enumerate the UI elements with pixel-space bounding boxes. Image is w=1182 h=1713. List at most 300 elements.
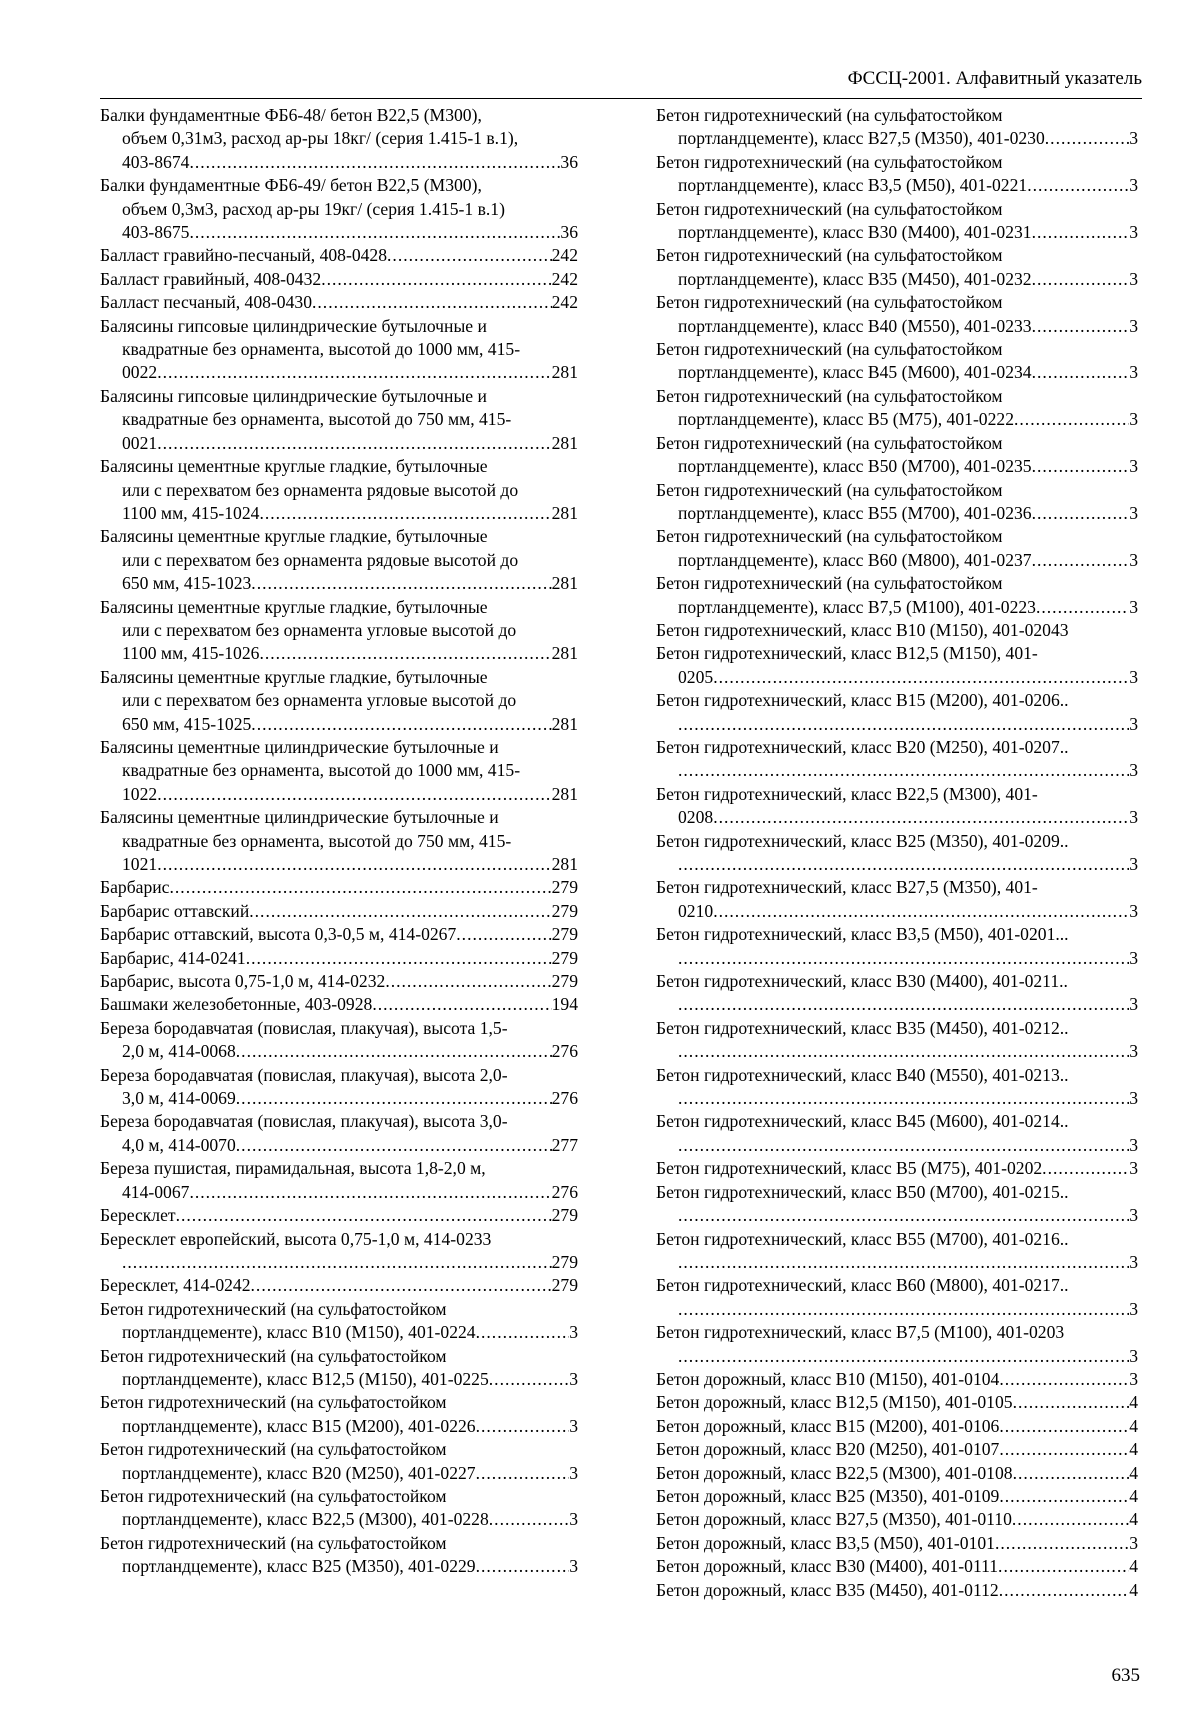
index-entry-text: Балясины цементные цилиндрические бутылочные и	[100, 807, 499, 828]
index-entry-text: портландцементе), класс B7,5 (M100), 401-0223	[678, 596, 1036, 617]
index-entry-text: Бетон гидротехнический (на сульфатостойком	[656, 479, 1003, 500]
index-page-ref: 3	[1129, 1345, 1138, 1366]
index-entry-text: Балясины гипсовые цилиндрические бутылочные и	[100, 315, 487, 336]
index-page-ref: 3	[1129, 175, 1138, 196]
dot-leader	[189, 151, 560, 174]
index-entry	[656, 1508, 1138, 1531]
index-entry	[656, 689, 1138, 736]
dot-leader	[259, 642, 551, 665]
index-entry-text: Бересклет европейский, высота 0,75-1,0 м, 414-0233	[100, 1228, 492, 1249]
index-page-ref: 4	[1129, 1439, 1138, 1460]
dot-leader	[157, 853, 551, 876]
index-entry-text: Бетон дорожный, класс B15 (M200), 401-0106	[656, 1415, 1000, 1436]
dot-leader	[251, 1274, 552, 1297]
index-entry-leader-line	[100, 876, 578, 899]
index-entry-leader-line	[656, 408, 1138, 431]
index-page-ref: 279	[551, 924, 578, 945]
index-entry-text: Бетон дорожный, класс B3,5 (M50), 401-0101	[656, 1532, 995, 1553]
index-entry	[656, 1485, 1138, 1508]
index-page-ref: 3	[1129, 128, 1138, 149]
index-entry-leader-line	[656, 361, 1138, 384]
index-entry-text: портландцементе), класс B10 (M150), 401-0224	[122, 1322, 476, 1343]
index-entry	[656, 642, 1138, 689]
index-entry	[100, 947, 578, 970]
index-entry-leader-line	[100, 1251, 578, 1274]
dot-leader	[476, 1321, 570, 1344]
index-entry	[656, 1228, 1138, 1275]
index-page-ref: 3	[1129, 268, 1138, 289]
index-entry-text: Бетон гидротехнический, класс B3,5 (M50), 401-0201...	[656, 924, 1069, 945]
index-entry-text: Бетон гидротехнический (на сульфатостойком	[656, 151, 1003, 172]
index-entry-text: 403-8675	[122, 222, 190, 243]
index-page-ref: 4	[1129, 1509, 1138, 1530]
index-entry-text: 650 мм, 415-1023	[122, 573, 252, 594]
index-entry-leader-line	[100, 361, 578, 384]
index-entry-leader-line	[656, 1391, 1138, 1414]
dot-leader	[678, 1087, 1129, 1110]
index-page-ref: 3	[1129, 315, 1138, 336]
dot-leader	[1032, 221, 1130, 244]
index-entry-leader-line	[100, 970, 578, 993]
index-entry-text: Бетон дорожный, класс B12,5 (M150), 401-0105	[656, 1392, 1013, 1413]
index-entry-leader-line	[100, 151, 578, 174]
index-entry-leader-line	[100, 221, 578, 244]
index-entry-text: Береза пушистая, пирамидальная, высота 1,8-2,0 м,	[100, 1158, 486, 1179]
index-page-ref: 276	[551, 1041, 578, 1062]
index-entry-leader-line	[656, 806, 1138, 829]
index-entry-text: портландцементе), класс B5 (M75), 401-0222	[678, 409, 1014, 430]
index-page-ref: 3	[569, 1415, 578, 1436]
index-page-ref: 4	[1129, 1392, 1138, 1413]
index-entry-leader-line	[100, 1555, 578, 1578]
index-entry	[100, 993, 578, 1016]
index-entry	[656, 1274, 1138, 1321]
index-entry-leader-line	[656, 993, 1138, 1016]
index-entry-leader-line	[656, 315, 1138, 338]
index-entry	[100, 736, 578, 806]
index-entry	[100, 1064, 578, 1111]
index-entry-leader-line	[100, 502, 578, 525]
index-entry	[100, 268, 578, 291]
index-entry	[100, 291, 578, 314]
dot-leader	[321, 268, 551, 291]
dot-leader	[1042, 1157, 1129, 1180]
dot-leader	[1032, 502, 1130, 525]
index-entry-text: Бетон гидротехнический, класс B55 (M700), 401-0216..	[656, 1228, 1069, 1249]
index-entry	[100, 525, 578, 595]
index-entry-leader-line	[100, 1368, 578, 1391]
index-entry	[656, 1462, 1138, 1485]
index-entry-text: Бетон гидротехнический, класс B45 (M600), 401-0214..	[656, 1111, 1069, 1132]
index-page-ref: 3	[1129, 1532, 1138, 1553]
page-number: 635	[1111, 1665, 1140, 1686]
index-entry-text: Бетон гидротехнический, класс B12,5 (M150), 401-	[656, 643, 1038, 664]
index-entry-text: Бетон гидротехнический (на сульфатостойком	[656, 292, 1003, 313]
index-entry-leader-line	[100, 1462, 578, 1485]
index-entry-leader-line	[100, 268, 578, 291]
index-entry-text: Балясины гипсовые цилиндрические бутылочные и	[100, 385, 487, 406]
index-entry-text: 403-8674	[122, 151, 190, 172]
index-entry-text: 0208	[678, 807, 714, 828]
index-page-ref: 4	[1129, 1556, 1138, 1577]
index-entry-text: Барбарис, 414-0241	[100, 947, 246, 968]
dot-leader	[999, 1485, 1129, 1508]
index-entry-text: Барбарис, высота 0,75-1,0 м, 414-0232	[100, 971, 386, 992]
dot-leader	[1032, 361, 1130, 384]
index-entry	[656, 151, 1138, 198]
index-entry-leader-line	[656, 221, 1138, 244]
index-entry	[656, 1438, 1138, 1461]
index-page-ref: 3	[569, 1368, 578, 1389]
index-entry-leader-line	[100, 947, 578, 970]
index-entry-text: Бетон гидротехнический, класс B20 (M250), 401-0207..	[656, 736, 1069, 757]
dot-leader	[157, 361, 551, 384]
dot-leader	[678, 1251, 1129, 1274]
index-page-ref: 3	[569, 1556, 578, 1577]
index-entry	[100, 1017, 578, 1064]
index-page-ref: 281	[551, 502, 578, 523]
index-entry-leader-line	[100, 1087, 578, 1110]
index-entry	[656, 1368, 1138, 1391]
index-entry-text: Барбарис оттавский	[100, 900, 250, 921]
index-page-ref: 3	[1129, 854, 1138, 874]
index-entry-leader-line	[656, 1438, 1138, 1461]
index-entry	[100, 876, 578, 899]
index-column-left	[100, 104, 578, 1579]
index-entry-text: портландцементе), класс B25 (M350), 401-0229	[122, 1556, 476, 1577]
index-entry-text: или с перехватом без орнамента рядовые высотой до	[122, 549, 519, 570]
index-entry-text: Бетон гидротехнический (на сульфатостойком	[100, 1392, 447, 1413]
dot-leader	[456, 923, 551, 946]
dot-leader	[236, 1087, 552, 1110]
index-entry-leader-line	[656, 127, 1138, 150]
index-entry-leader-line	[656, 1298, 1138, 1321]
index-entry-text: 650 мм, 415-1025	[122, 713, 252, 734]
index-entry-leader-line	[656, 1345, 1138, 1368]
index-page-ref: 279	[551, 1275, 578, 1296]
dot-leader	[489, 1368, 569, 1391]
index-entry-text: Бетон дорожный, класс B35 (M450), 401-0112	[656, 1579, 999, 1600]
index-entry-text: Балясины цементные круглые гладкие, бутылочные	[100, 456, 488, 477]
index-entry-text: Бетон гидротехнический, класс B5 (M75), 401-0202	[656, 1158, 1043, 1179]
index-entry-leader-line	[100, 900, 578, 923]
index-entry-text: Бетон гидротехнический, класс B15 (M200), 401-0206..	[656, 690, 1069, 711]
dot-leader	[1036, 596, 1129, 619]
index-page-ref: 36	[560, 222, 578, 243]
dot-leader	[189, 221, 560, 244]
index-entry-leader-line	[100, 1181, 578, 1204]
index-entry	[656, 1415, 1138, 1438]
index-entry-leader-line	[656, 549, 1138, 572]
index-entry-text: Балясины цементные круглые гладкие, бутылочные	[100, 526, 488, 547]
dot-leader	[246, 947, 552, 970]
index-page-ref: 3	[1129, 713, 1138, 734]
index-entry	[656, 1064, 1138, 1111]
index-entry	[100, 1298, 578, 1345]
index-entry-leader-line	[100, 572, 578, 595]
index-entry	[100, 1391, 578, 1438]
index-entry-text: Бетон гидротехнический, класс B60 (M800), 401-0217..	[656, 1275, 1069, 1296]
index-entry-leader-line	[656, 1368, 1138, 1391]
dot-leader	[476, 1415, 570, 1438]
dot-leader	[995, 1532, 1129, 1555]
dot-leader	[998, 1555, 1129, 1578]
index-page-ref: 281	[551, 713, 578, 734]
index-entry-text: портландцементе), класс B12,5 (M150), 401-0225	[122, 1368, 489, 1389]
index-page-ref: 194	[551, 994, 578, 1015]
index-entry-leader-line	[100, 1134, 578, 1157]
index-entry-text: объем 0,31м3, расход ар-ры 18кг/ (серия 1.415-1 в.1),	[122, 128, 519, 149]
index-entry-leader-line	[656, 947, 1138, 970]
index-page-ref: 4	[1129, 1579, 1138, 1600]
index-entry	[656, 970, 1138, 1017]
index-entry-text: Бетон дорожный, класс B22,5 (M300), 401-0108	[656, 1462, 1013, 1483]
index-entry-leader-line	[100, 642, 578, 665]
dot-leader	[372, 993, 551, 1016]
index-entry-text: Балясины цементные круглые гладкие, бутылочные	[100, 596, 488, 617]
index-entry-text: Береза бородавчатая (повислая, плакучая), высота 1,5-	[100, 1017, 508, 1038]
index-page-ref: 3	[1129, 900, 1138, 921]
index-page-ref: 3	[1129, 549, 1138, 570]
index-entry	[656, 736, 1138, 783]
index-page-ref: 242	[551, 268, 578, 289]
index-entry-text: Бетон гидротехнический, класс B10 (M150), 401-0204	[656, 619, 1060, 640]
index-entry	[100, 1532, 578, 1579]
dot-leader	[678, 759, 1129, 782]
index-entry	[656, 525, 1138, 572]
index-page-ref: 3	[1129, 1134, 1138, 1155]
index-entry-text: Балласт гравийный, 408-0432	[100, 268, 322, 289]
dot-leader	[678, 1134, 1129, 1157]
index-entry-text: портландцементе), класс B3,5 (M50), 401-0221	[678, 175, 1028, 196]
index-page-ref: 3	[1129, 1041, 1138, 1062]
index-entry	[100, 455, 578, 525]
index-entry	[100, 1345, 578, 1392]
index-page-ref: 4	[1129, 1415, 1138, 1436]
index-entry-text: 1021	[122, 854, 158, 874]
dot-leader	[1014, 408, 1129, 431]
index-page-ref: 3	[569, 1322, 578, 1343]
index-entry-text: Барбарис	[100, 877, 170, 898]
index-page-ref: 3	[1129, 409, 1138, 430]
index-entry	[656, 1181, 1138, 1228]
index-entry-leader-line	[656, 900, 1138, 923]
index-entry-text: квадратные без орнамента, высотой до 1000 мм, 415-	[122, 339, 521, 360]
dot-leader	[678, 853, 1129, 876]
index-page-ref: 3	[1129, 362, 1138, 383]
index-entry-text: Бетон дорожный, класс B27,5 (M350), 401-0110	[656, 1509, 1012, 1530]
index-entry	[656, 876, 1138, 923]
dot-leader	[170, 876, 552, 899]
index-entry-text: или с перехватом без орнамента рядовые высотой до	[122, 479, 519, 500]
index-entry-leader-line	[656, 1087, 1138, 1110]
dot-leader	[251, 572, 551, 595]
index-page-ref: 281	[551, 783, 578, 804]
dot-leader	[1045, 127, 1129, 150]
index-entry-text: Бересклет, 414-0242	[100, 1275, 251, 1296]
index-entry	[656, 291, 1138, 338]
index-entry	[656, 244, 1138, 291]
index-entry-leader-line	[100, 923, 578, 946]
index-entry-text: Бетон дорожный, класс B30 (M400), 401-0111	[656, 1556, 999, 1577]
index-page-ref: 281	[551, 643, 578, 664]
index-entry-leader-line	[656, 619, 1138, 642]
index-entry	[656, 1157, 1138, 1180]
index-entry-text: Бетон гидротехнический (на сульфатостойком	[656, 385, 1003, 406]
index-entry-text: или с перехватом без орнамента угловые высотой до	[122, 619, 517, 640]
index-entry-leader-line	[656, 174, 1138, 197]
index-page-ref: 3	[1059, 619, 1069, 640]
index-page-ref: 3	[1129, 666, 1138, 687]
index-entry-text: 414-0067	[122, 1181, 190, 1202]
index-entry	[656, 1110, 1138, 1157]
index-page-ref: 242	[551, 245, 578, 266]
index-entry-text: или с перехватом без орнамента угловые высотой до	[122, 690, 517, 711]
index-page-ref: 3	[1129, 502, 1138, 523]
index-entry	[656, 104, 1138, 151]
index-entry-leader-line	[100, 1415, 578, 1438]
index-entry-leader-line	[656, 713, 1138, 736]
index-entry	[100, 596, 578, 666]
dot-leader	[476, 1555, 570, 1578]
index-page-ref: 279	[551, 1251, 578, 1272]
index-page-ref: 36	[560, 151, 578, 172]
index-entry-text: Бетон гидротехнический (на сульфатостойком	[100, 1298, 447, 1319]
dot-leader	[999, 1438, 1129, 1461]
index-entry	[100, 1438, 578, 1485]
index-entry-leader-line	[656, 666, 1138, 689]
index-entry-text: Бетон гидротехнический, класс B50 (M700), 401-0215..	[656, 1181, 1069, 1202]
index-entry	[656, 1391, 1138, 1414]
index-entry	[100, 315, 578, 385]
index-entry	[656, 923, 1138, 970]
index-entry-leader-line	[656, 1040, 1138, 1063]
index-entry	[100, 1204, 578, 1227]
index-entry-text: Балласт гравийно-песчаный, 408-0428	[100, 245, 388, 266]
index-entry-text: Бетон гидротехнический (на сульфатостойком	[100, 1345, 447, 1366]
index-entry	[100, 385, 578, 455]
index-page-ref: 281	[551, 854, 578, 874]
index-entry-leader-line	[656, 1415, 1138, 1438]
index-page-ref: 276	[551, 1181, 578, 1202]
index-entry-text: Бетон дорожный, класс B10 (M150), 401-0104	[656, 1368, 1000, 1389]
index-entry-text: Бетон гидротехнический (на сульфатостойком	[656, 339, 1003, 360]
index-entry-text: Барбарис оттавский, высота 0,3-0,5 м, 414-0267	[100, 924, 457, 945]
dot-leader	[122, 1251, 552, 1274]
index-entry-text: портландцементе), класс B35 (M450), 401-0232	[678, 268, 1032, 289]
dot-leader	[713, 666, 1129, 689]
index-entry-text: портландцементе), класс B40 (M550), 401-0233	[678, 315, 1032, 336]
dot-leader	[157, 783, 551, 806]
index-page-ref: 3	[1129, 807, 1138, 828]
index-page-ref: 276	[551, 1088, 578, 1109]
dot-leader	[1013, 1391, 1130, 1414]
index-entry-text: 2,0 м, 414-0068	[122, 1041, 236, 1062]
index-entry-text: Бетон дорожный, класс B20 (M250), 401-0107	[656, 1439, 1000, 1460]
index-entry-text: Бетон гидротехнический (на сульфатостойком	[656, 198, 1003, 219]
dot-leader	[476, 1462, 570, 1485]
index-entry-leader-line	[100, 1204, 578, 1227]
index-entry-text: портландцементе), класс B27,5 (M350), 401-0230	[678, 128, 1045, 149]
index-entry-leader-line	[656, 1508, 1138, 1531]
index-entry-text: портландцементе), класс B55 (M700), 401-0236	[678, 502, 1032, 523]
index-page-ref: 281	[551, 362, 578, 383]
index-page-ref: 3	[1129, 947, 1138, 968]
index-entry	[100, 1274, 578, 1297]
dot-leader	[999, 1368, 1129, 1391]
dot-leader	[189, 1181, 551, 1204]
index-entry-text: 1100 мм, 415-1024	[122, 502, 260, 523]
index-entry-text: Бетон гидротехнический (на сульфатостойком	[100, 1485, 447, 1506]
index-entry	[656, 572, 1138, 619]
index-entry-text: Бетон гидротехнический, класс B30 (M400), 401-0211..	[656, 971, 1068, 992]
index-entry-text: Бетон гидротехнический (на сульфатостойком	[656, 526, 1003, 547]
index-entry-leader-line	[656, 1485, 1138, 1508]
index-entry-text: портландцементе), класс B30 (M400), 401-0231	[678, 222, 1032, 243]
dot-leader	[678, 1298, 1129, 1321]
dot-leader	[385, 970, 551, 993]
dot-leader	[1012, 1508, 1129, 1531]
index-entry	[100, 1228, 578, 1275]
index-page-ref: 3	[569, 1462, 578, 1483]
index-entry-leader-line	[656, 1134, 1138, 1157]
dot-leader	[678, 993, 1129, 1016]
index-entry-text: Бетон гидротехнический, класс B25 (M350), 401-0209..	[656, 830, 1069, 851]
index-page-ref: 281	[551, 573, 578, 594]
index-entry	[656, 1017, 1138, 1064]
index-page-ref: 279	[551, 900, 578, 921]
index-entry-leader-line	[656, 1204, 1138, 1227]
dot-leader	[1013, 1462, 1130, 1485]
index-entry-leader-line	[656, 455, 1138, 478]
page-header	[100, 64, 1142, 99]
index-entry-leader-line	[656, 759, 1138, 782]
index-entry-text: Бересклет	[100, 1205, 176, 1226]
index-entry-leader-line	[100, 1321, 578, 1344]
dot-leader	[489, 1508, 569, 1531]
index-entry	[656, 338, 1138, 385]
index-entry-text: портландцементе), класс B22,5 (M300), 401-0228	[122, 1509, 489, 1530]
dot-leader	[236, 1040, 552, 1063]
index-page-ref: 279	[551, 877, 578, 898]
index-entry-text: 0022	[122, 362, 158, 383]
index-page-ref: 3	[1129, 1205, 1138, 1226]
index-entry-leader-line	[100, 713, 578, 736]
index-entry-text: Бетон гидротехнический, класс B40 (M550), 401-0213..	[656, 1064, 1069, 1085]
index-entry	[656, 432, 1138, 479]
dot-leader	[1032, 549, 1130, 572]
index-entry-text: Бетон гидротехнический, класс B35 (M450), 401-0212..	[656, 1017, 1069, 1038]
index-entry-leader-line	[100, 432, 578, 455]
index-entry	[100, 1485, 578, 1532]
index-entry-leader-line	[100, 1508, 578, 1531]
index-entry-leader-line	[656, 1555, 1138, 1578]
dot-leader	[678, 947, 1129, 970]
index-entry-leader-line	[100, 1040, 578, 1063]
index-entry	[656, 1321, 1138, 1368]
index-entry-leader-line	[656, 1251, 1138, 1274]
dot-leader	[251, 713, 551, 736]
index-page-ref: 3	[1129, 222, 1138, 243]
index-page-ref: 277	[551, 1134, 578, 1155]
index-entry-text: Бетон гидротехнический (на сульфатостойком	[656, 105, 1003, 125]
index-entry	[100, 970, 578, 993]
dot-leader	[678, 1204, 1129, 1227]
index-entry	[100, 104, 578, 174]
index-entry	[656, 1555, 1138, 1578]
index-entry-text: Бетон гидротехнический, класс B22,5 (M300), 401-	[656, 783, 1038, 804]
index-entry-text: Бетон гидротехнический (на сульфатостойком	[656, 245, 1003, 266]
